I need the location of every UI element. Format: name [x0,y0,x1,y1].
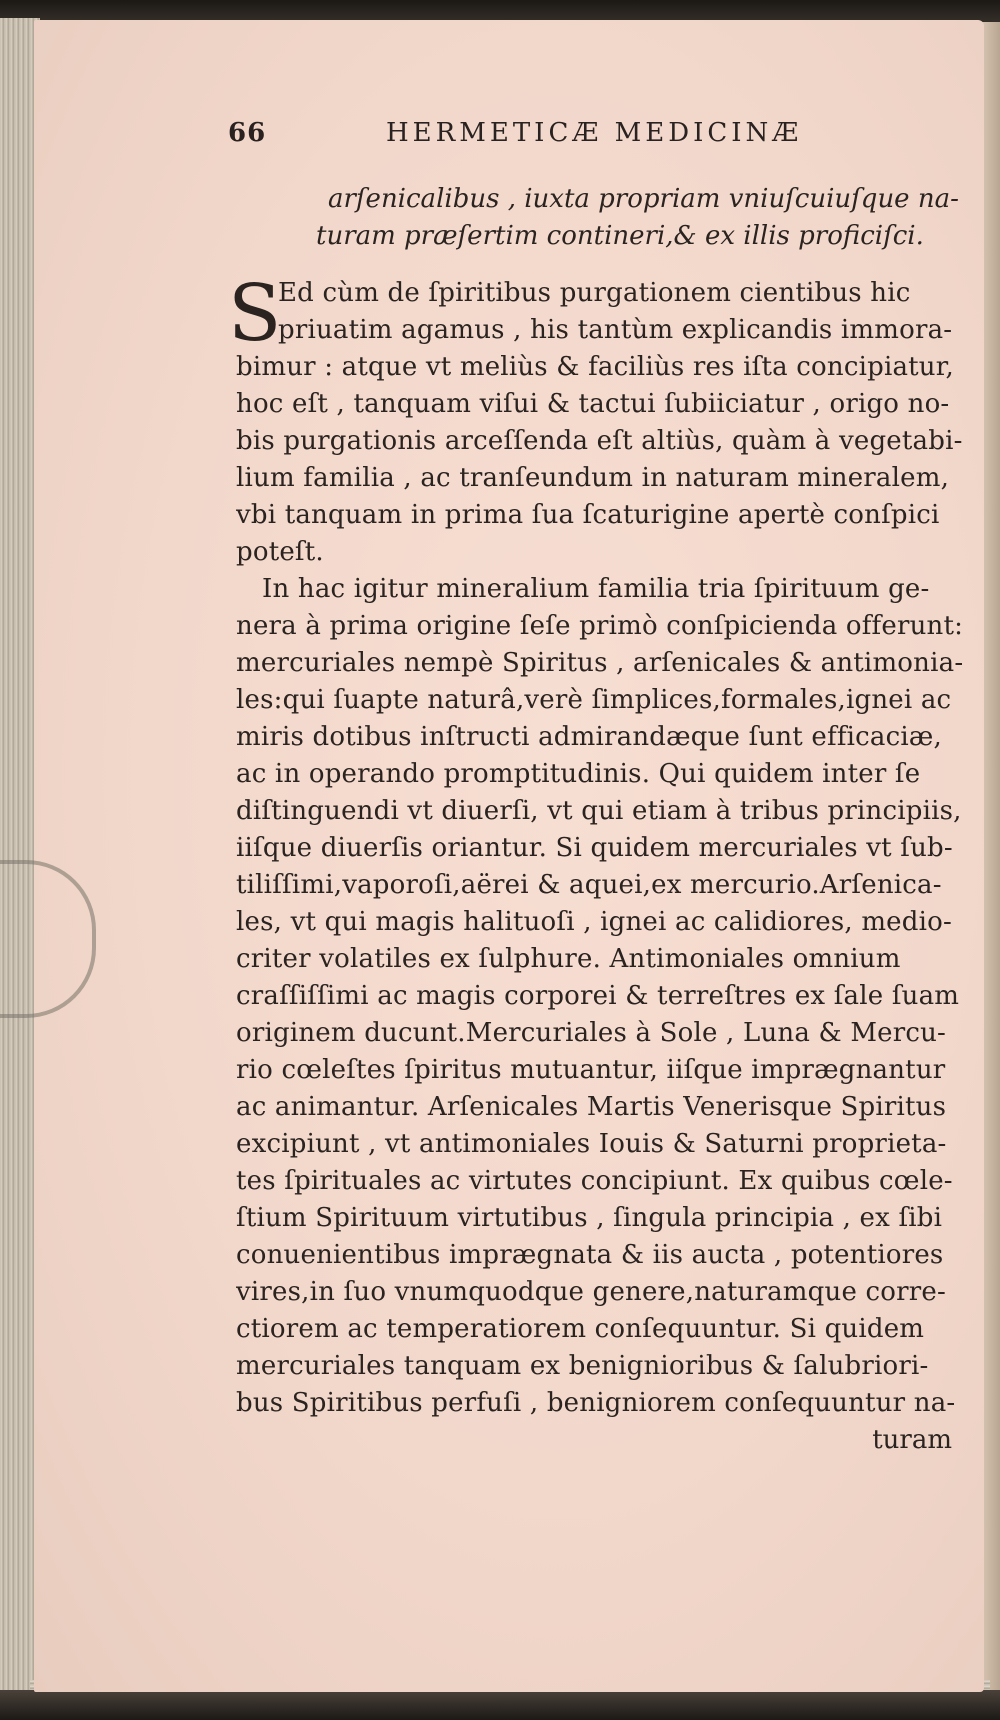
text-line: rio cœleſtes ſpiritus mutuantur, iiſque imprægnantur [236,1055,946,1085]
text-line: miris dotibus inſtructi admirandæque ſunt efficaciæ, [236,722,943,752]
bottom-background [0,1690,1000,1720]
running-head [228,116,868,150]
spacer [236,255,966,275]
text-line: ctiorem ac temperatiorem conſequuntur. Si quidem [236,1314,925,1344]
text-line: les, vt qui magis halituoſi , ignei ac calidiores, medio- [236,907,952,937]
text-block [228,181,966,1459]
text-line: lium familia , ac tranſeundum in naturam mineralem, [236,463,950,493]
text-line: bimur : atque vt meliùs & faciliùs res iſta concipiatur, [236,352,954,382]
text-line: ac animantur. Arſenicales Martis Venerisque Spiritus [236,1092,947,1122]
text-line: excipiunt , vt antimoniales Iouis & Saturni proprieta- [236,1129,947,1159]
text-line: diſtinguendi vt diuerſi, vt qui etiam à tribus principiis, [236,796,962,826]
text-line: criter volatiles ex ſulphure. Antimoniales omnium [236,944,901,974]
text-line: priuatim agamus , his tantùm explicandis immora- [278,315,953,345]
text-line: mercuriales tanquam ex benignioribus & ſalubriori- [236,1351,929,1381]
right-page-edge [982,22,1000,1692]
text-line: vires,in ſuo vnumquodque genere,naturamque corre- [236,1277,946,1307]
text-line: nera à prima origine ſeſe primò conſpicienda offerunt: [236,611,964,641]
text-line: tiliſſimi,vaporoſi,aërei & aquei,ex mercurio.Arſenica- [236,870,942,900]
catchword: turam [872,1425,952,1455]
heading-line: turam præſertim contineri,& ex illis proficiſci. [316,221,924,251]
page-number: 66 [228,118,267,148]
drop-cap: S [228,269,282,359]
text-line: poteſt. [236,537,324,567]
paragraph-1 [228,269,966,571]
text-line: In hac igitur mineralium familia tria ſpirituum ge- [262,574,930,604]
text-line: tes ſpirituales ac virtutes concipiunt. Ex quibus cœle- [236,1166,953,1196]
text-line: iiſque diuerſis oriantur. Si quidem mercuriales vt ſub- [236,833,953,863]
text-line: craſſiſſimi ac magis corporei & terreſtres ex ſale ſuam [236,981,960,1011]
text-line: les:qui ſuapte naturâ,verè ſimplices,formales,ignei ac [236,685,952,715]
text-line: ac in operando promptitudinis. Qui quidem inter ſe [236,759,921,789]
text-line: bus Spiritibus perfuſi , benigniorem conſequuntur na- [236,1388,956,1418]
text-line: bis purgationis arceſſenda eſt altiùs, quàm à vegetabi- [236,426,963,456]
text-line: conuenientibus imprægnata & iis aucta , potentiores [236,1240,944,1270]
text-line: ſtium Spirituum virtutibus , ſingula principia , ex ſibi [236,1203,943,1233]
paragraph-2 [236,571,966,1422]
heading-line: arſenicalibus , iuxta propriam vniuſcuiuſque na- [328,184,959,214]
text-line: originem ducunt.Mercuriales à Sole , Luna & Mercu- [236,1018,947,1048]
running-title: HERMETICÆ MEDICINÆ [386,118,803,148]
text-line: hoc eſt , tanquam viſui & tactui ſubiiciatur , origo no- [236,389,950,419]
text-line: Ed cùm de ſpiritibus purgationem cientibus hic [278,278,911,308]
text-line: vbi tanquam in prima ſua ſcaturigine apertè conſpici [236,500,940,530]
text-line: mercuriales nempè Spiritus , arſenicales & antimonia- [236,648,964,678]
